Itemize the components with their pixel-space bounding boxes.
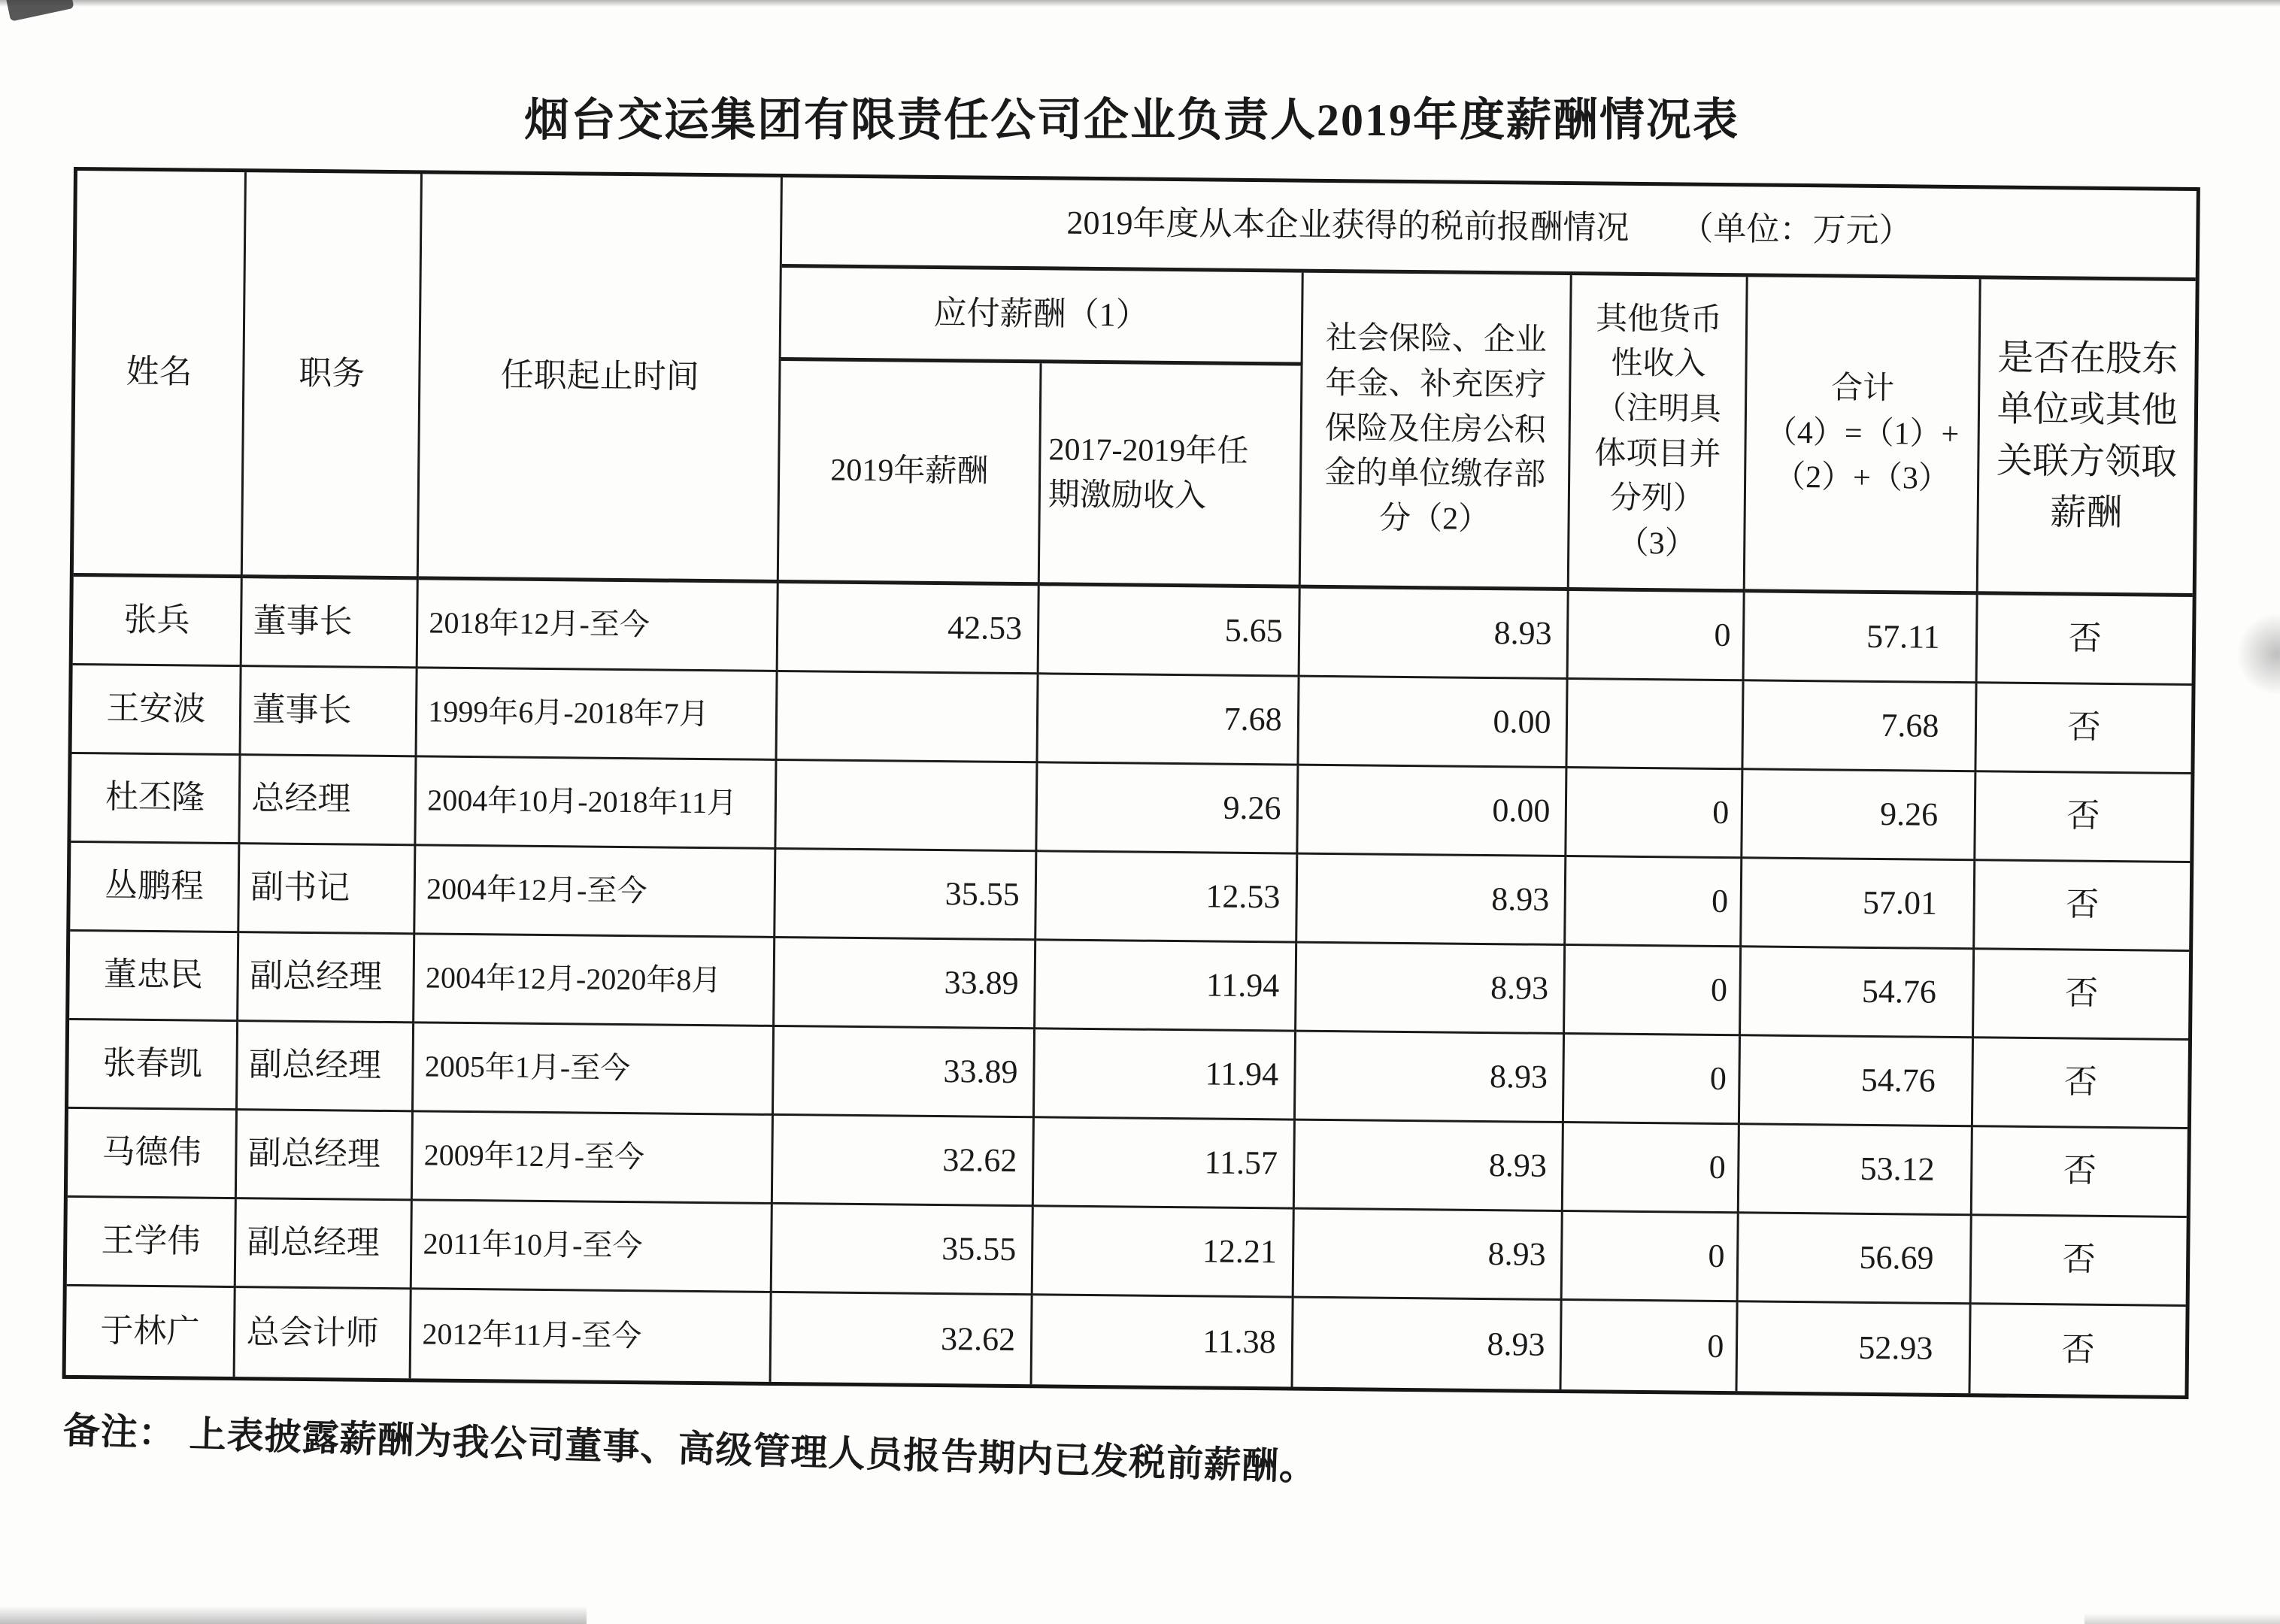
row-1-name: 张兵 bbox=[73, 577, 244, 667]
row-8-incentive: 12.21 bbox=[1033, 1207, 1295, 1298]
row-6-salary: 33.89 bbox=[774, 1027, 1035, 1118]
row-6-related: 否 bbox=[1973, 1038, 2188, 1129]
row-2-salary bbox=[778, 672, 1039, 763]
header-group-unit: （单位：万元） bbox=[1680, 210, 1912, 250]
header-payable: 应付薪酬（1） bbox=[781, 268, 1303, 366]
row-6-name: 张春凯 bbox=[68, 1020, 239, 1110]
row-4-term: 2004年12月-至今 bbox=[416, 846, 777, 938]
row-9-name: 于林广 bbox=[66, 1286, 237, 1377]
row-2-other bbox=[1568, 680, 1745, 770]
row-3-other: 0 bbox=[1567, 768, 1744, 859]
row-8-term: 2011年10月-至今 bbox=[412, 1201, 773, 1293]
row-7-term: 2009年12月-至今 bbox=[413, 1112, 774, 1204]
row-6-total: 54.76 bbox=[1740, 1036, 1974, 1127]
row-3-incentive: 9.26 bbox=[1037, 763, 1299, 854]
row-8-salary: 35.55 bbox=[772, 1204, 1034, 1295]
scan-artifact-bottom-right bbox=[2084, 1613, 2280, 1624]
row-4-total: 57.01 bbox=[1742, 859, 1976, 950]
row-8-social: 8.93 bbox=[1293, 1210, 1563, 1301]
row-9-salary: 32.62 bbox=[772, 1293, 1033, 1384]
scan-artifact-corner-mark bbox=[5, 0, 74, 22]
row-2-term: 1999年6月-2018年7月 bbox=[417, 668, 778, 761]
row-7-position: 副总经理 bbox=[237, 1110, 414, 1201]
table-sheet bbox=[62, 167, 2193, 1489]
row-7-related: 否 bbox=[1972, 1127, 2188, 1218]
row-7-total: 53.12 bbox=[1739, 1125, 1973, 1216]
row-5-total: 54.76 bbox=[1741, 947, 1975, 1038]
row-4-name: 丛鹏程 bbox=[70, 843, 241, 933]
row-4-position: 副书记 bbox=[240, 844, 417, 935]
row-3-salary bbox=[777, 761, 1038, 852]
header-group-title: 2019年度从本企业获得的税前报酬情况 bbox=[1066, 204, 1630, 247]
header-incentive: 2017-2019年任 期激励收入 bbox=[1040, 363, 1302, 588]
row-7-social: 8.93 bbox=[1294, 1121, 1564, 1212]
row-5-salary: 33.89 bbox=[775, 938, 1036, 1029]
row-6-other: 0 bbox=[1564, 1035, 1741, 1125]
row-8-other: 0 bbox=[1563, 1212, 1739, 1302]
row-1-total: 57.11 bbox=[1745, 592, 1978, 683]
row-6-position: 副总经理 bbox=[238, 1022, 414, 1112]
header-salary-2019: 2019年薪酬 bbox=[779, 361, 1041, 586]
row-1-position: 董事长 bbox=[242, 578, 419, 668]
row-5-social: 8.93 bbox=[1296, 944, 1566, 1035]
row-5-incentive: 11.94 bbox=[1035, 941, 1297, 1032]
row-1-term: 2018年12月-至今 bbox=[418, 580, 779, 672]
row-5-other: 0 bbox=[1566, 946, 1742, 1036]
row-5-position: 副总经理 bbox=[239, 933, 416, 1023]
row-9-other: 0 bbox=[1562, 1301, 1739, 1391]
row-2-social: 0.00 bbox=[1299, 677, 1569, 768]
row-3-related: 否 bbox=[1976, 772, 2191, 863]
row-7-incentive: 11.57 bbox=[1034, 1118, 1296, 1209]
row-2-position: 董事长 bbox=[241, 667, 418, 757]
header-name: 姓名 bbox=[74, 171, 247, 578]
header-term: 任职起止时间 bbox=[419, 174, 783, 583]
row-9-incentive: 11.38 bbox=[1032, 1295, 1294, 1386]
row-1-related: 否 bbox=[1978, 595, 2193, 686]
header-group bbox=[782, 177, 2197, 281]
row-4-incentive: 12.53 bbox=[1036, 852, 1298, 943]
row-3-name: 杜丕隆 bbox=[71, 754, 241, 844]
header-other-income: 其他货币 性收入 （注明具 体项目并 分列） （3） bbox=[1569, 275, 1748, 592]
row-2-related: 否 bbox=[1977, 683, 2192, 774]
scan-artifact-top-edge bbox=[0, 0, 2280, 7]
footnote-text: 上表披露薪酬为我公司董事、高级管理人员报告期内已发税前薪酬。 bbox=[188, 1413, 1317, 1489]
row-3-position: 总经理 bbox=[241, 756, 417, 846]
row-5-related: 否 bbox=[1974, 950, 2189, 1041]
row-1-incentive: 5.65 bbox=[1039, 586, 1301, 677]
footnote-label: 备注： bbox=[62, 1409, 177, 1455]
row-3-term: 2004年10月-2018年11月 bbox=[417, 757, 778, 850]
row-7-name: 马德伟 bbox=[68, 1109, 238, 1199]
row-1-other: 0 bbox=[1569, 591, 1745, 681]
row-9-related: 否 bbox=[2061, 1331, 2095, 1368]
header-total: 合计 （4）=（1）+ （2）+（3） bbox=[1745, 277, 1981, 595]
row-5-name: 董忠民 bbox=[69, 932, 240, 1022]
row-5-term: 2004年12月-2020年8月 bbox=[414, 935, 775, 1027]
scan-artifact-right-smudge bbox=[2236, 613, 2280, 695]
row-2-incentive: 7.68 bbox=[1038, 674, 1299, 765]
row-6-incentive: 11.94 bbox=[1035, 1029, 1296, 1120]
header-position: 职务 bbox=[243, 172, 423, 580]
header-related-pay: 是否在股东单位或其他关联方领取薪酬 bbox=[1978, 279, 2196, 597]
row-3-social: 0.00 bbox=[1298, 766, 1568, 857]
row-9-social: 8.93 bbox=[1293, 1298, 1563, 1389]
row-1-salary: 42.53 bbox=[778, 583, 1040, 674]
scan-artifact-bottom-edge bbox=[0, 1606, 587, 1624]
row-4-social: 8.93 bbox=[1297, 855, 1567, 946]
row-8-related: 否 bbox=[1972, 1216, 2187, 1307]
row-7-other: 0 bbox=[1563, 1123, 1740, 1213]
footnote bbox=[62, 1401, 2181, 1517]
row-7-salary: 32.62 bbox=[773, 1116, 1035, 1207]
row-1-social: 8.93 bbox=[1299, 589, 1569, 680]
row-8-position: 副总经理 bbox=[236, 1199, 413, 1289]
row-8-total: 56.69 bbox=[1739, 1213, 1972, 1304]
row-2-name: 王安波 bbox=[72, 665, 243, 756]
row-4-related: 否 bbox=[1975, 861, 2190, 952]
row-4-other: 0 bbox=[1566, 857, 1743, 947]
row-6-term: 2005年1月-至今 bbox=[414, 1023, 775, 1116]
row-8-name: 王学伟 bbox=[67, 1198, 238, 1288]
row-9-term: 2012年11月-至今 bbox=[411, 1289, 772, 1382]
header-social-insurance: 社会保险、企业 年金、补充医疗 保险及住房公积 金的单位缴存部 分（2） bbox=[1300, 273, 1572, 591]
row-4-salary: 35.55 bbox=[776, 850, 1038, 941]
document-title: 烟台交运集团有限责任公司企业负责人2019年度薪酬情况表 bbox=[524, 95, 1739, 145]
row-9-position: 总会计师 bbox=[235, 1288, 412, 1378]
row-9-total: 52.93 bbox=[1738, 1302, 1972, 1393]
row-6-social: 8.93 bbox=[1296, 1032, 1566, 1123]
row-2-total: 7.68 bbox=[1744, 681, 1978, 772]
row-3-total: 9.26 bbox=[1743, 770, 1977, 861]
salary-table bbox=[62, 167, 2200, 1399]
